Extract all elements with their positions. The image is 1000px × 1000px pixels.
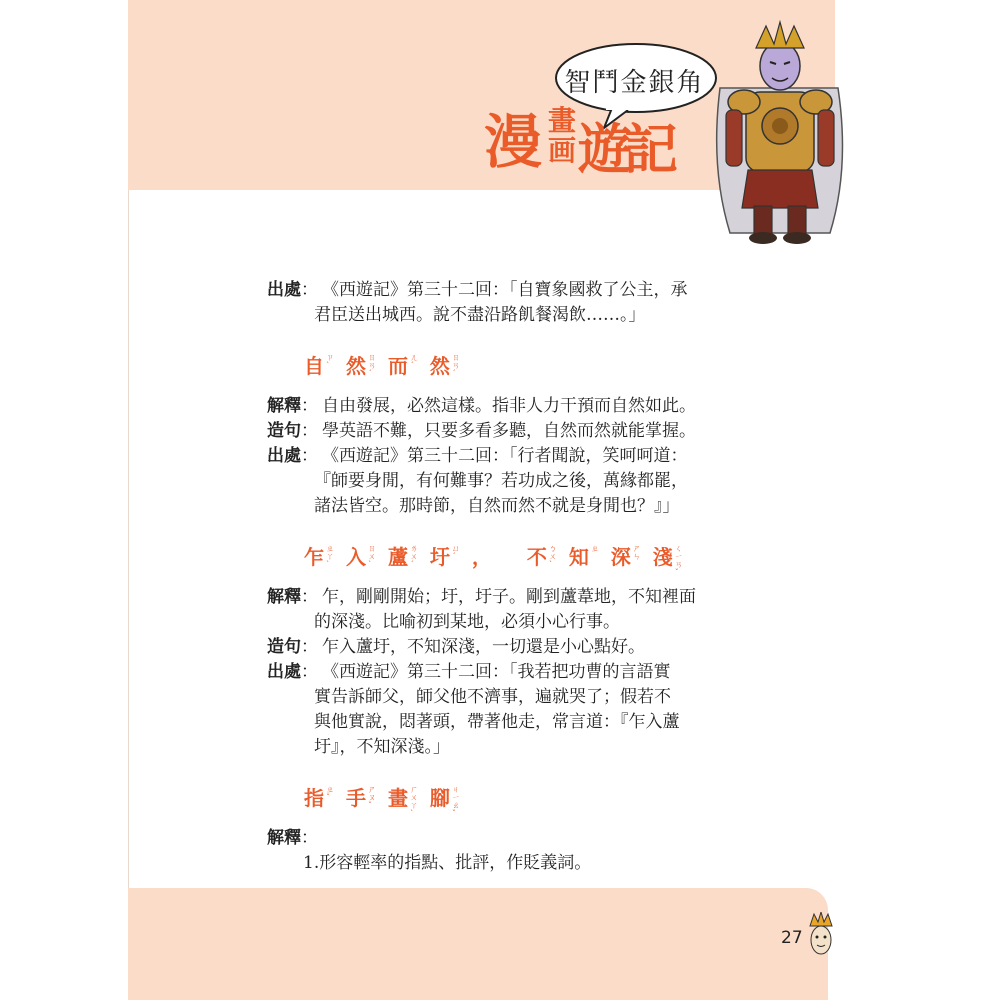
armored-demon-illustration — [710, 18, 850, 246]
sentence-text: 學英語不難，只要多看多聽，自然而然就能掌握。 — [322, 421, 696, 441]
colon: ： — [301, 280, 318, 300]
source-label: 出處 — [267, 280, 301, 300]
source-text: 諸法皆空。那時節，自然而然不就是身閒也？』」 — [314, 496, 680, 516]
source-row — [267, 444, 787, 469]
idiom-char: 入 — [345, 545, 367, 569]
page-number: 27 — [781, 928, 803, 948]
idiom-char: 圩 — [429, 545, 451, 569]
idiom-char: 淺 — [652, 545, 674, 569]
zhuyin: ㄌㄨˊ — [409, 544, 419, 569]
source-text: 《西遊記》第三十二回：「行者聞說，笑呵呵道： — [322, 446, 688, 466]
zhuyin: ㄑㄧㄢˇ — [674, 544, 684, 577]
definition-text: 乍，剛剛開始；圩，圩子。剛到蘆葦地，不知裡面 — [322, 587, 696, 607]
definition-row — [267, 826, 787, 851]
source-text: 『師要身閒，有何難事？若功成之後，萬緣都罷， — [314, 471, 688, 491]
sentence-label: 造句 — [267, 637, 301, 657]
idiom-char: 然 — [345, 354, 367, 378]
idiom-char: 蘆 — [387, 545, 409, 569]
zhuyin: ㄕㄡˇ — [367, 785, 377, 810]
sentence-text: 乍入蘆圩，不知深淺，一切還是小心點好。 — [322, 637, 645, 657]
idiom-heading — [267, 544, 787, 577]
source-row — [267, 660, 787, 685]
idiom-char: 知 — [568, 545, 590, 569]
definition-text: 的深淺。比喻初到某地，必須小心行事。 — [314, 612, 620, 632]
series-logo — [484, 95, 684, 185]
source-text: 圩』，不知深淺。」 — [314, 737, 450, 757]
source-row — [267, 278, 787, 303]
idiom-heading — [267, 785, 787, 818]
zhuyin: ㄅㄨˋ — [548, 544, 558, 569]
zhuyin: ㄐㄧㄠˇ — [451, 785, 461, 818]
colon: ： — [301, 421, 318, 441]
source-label: 出處 — [267, 446, 301, 466]
idiom-char: 畫 — [387, 786, 409, 810]
idiom-char: 自 — [304, 354, 325, 378]
definition-row — [267, 585, 787, 610]
zhuyin: ㄓˇ — [326, 785, 335, 802]
colon: ： — [301, 828, 318, 848]
zhuyin: ㄖㄨˋ — [367, 544, 377, 569]
source-label: 出處 — [267, 662, 301, 682]
idiom-char: 深 — [610, 545, 632, 569]
zhuyin: ㄖㄢˊ — [451, 353, 461, 378]
definition-label: 解釋 — [267, 828, 301, 848]
logo-char: 遊 — [578, 118, 632, 181]
definition-text: 自由發展，必然這樣。指非人力干預而自然如此。 — [322, 396, 696, 416]
source-text: 君臣送出城西。說不盡沿路飢餐渴飲……。」 — [314, 305, 646, 325]
zhuyin: ㄏㄨㄚˋ — [409, 785, 419, 818]
idiom-char: 不 — [526, 545, 548, 569]
idiom-content — [267, 278, 787, 876]
idiom-char: 乍 — [304, 545, 325, 569]
colon: ： — [301, 396, 318, 416]
idiom-comma: ， — [471, 545, 493, 569]
idiom-char: 然 — [429, 354, 451, 378]
idiom-char: 腳 — [429, 786, 451, 810]
zhuyin: ㄓ — [590, 544, 600, 553]
zhuyin: ㄦˊ — [409, 353, 419, 370]
bubble-title: 智鬥金銀角 — [564, 68, 705, 98]
idiom-char: 指 — [304, 786, 325, 810]
zhuyin: ㄗˋ — [326, 353, 335, 370]
logo-char: 記 — [624, 118, 678, 181]
idiom-heading — [267, 354, 787, 380]
idiom-char: 手 — [345, 786, 367, 810]
zhuyin: ㄕㄣ — [632, 544, 642, 561]
logo-char: 漫 — [484, 108, 543, 176]
source-text: 實告訴師父，師父他不濟事，遍就哭了；假若不 — [314, 687, 671, 707]
definition-row — [267, 394, 787, 419]
definition-list-item: 1.形容輕率的指點、批評，作貶義詞。 — [303, 853, 592, 873]
definition-label: 解釋 — [267, 587, 301, 607]
source-text: 與他實說，悶著頭，帶著他走，常言道：『乍入蘆 — [314, 712, 680, 732]
sentence-row — [267, 419, 787, 444]
sentence-row — [267, 635, 787, 660]
footer-band — [128, 888, 828, 1000]
zhuyin: ㄩˊ — [451, 544, 461, 561]
zhuyin: ㄖㄢˊ — [367, 353, 377, 378]
sentence-label: 造句 — [267, 421, 301, 441]
definition-label: 解釋 — [267, 396, 301, 416]
monkey-mascot-icon — [806, 912, 836, 958]
colon: ： — [301, 587, 318, 607]
colon: ： — [301, 637, 318, 657]
idiom-char: 而 — [387, 354, 409, 378]
logo-char: 画 — [548, 134, 577, 167]
source-text: 《西遊記》第三十二回：「自寶象國救了公主，承 — [322, 280, 688, 300]
source-text: 《西遊記》第三十二回：「我若把功曹的言語實 — [322, 662, 671, 682]
logo-char: 畫 — [548, 104, 577, 137]
colon: ： — [301, 662, 318, 682]
zhuyin: ㄓㄚˋ — [326, 544, 335, 569]
colon: ： — [301, 446, 318, 466]
